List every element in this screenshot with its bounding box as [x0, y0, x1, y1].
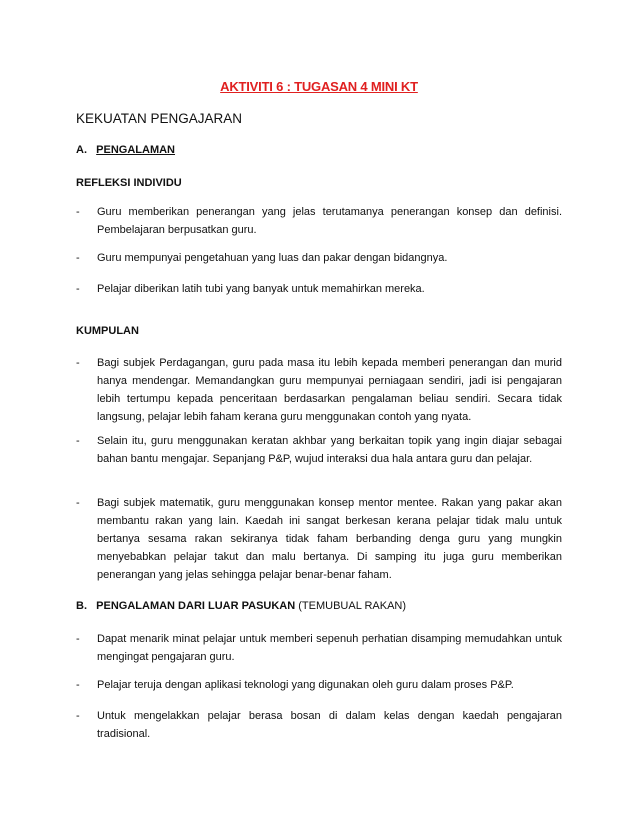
kumpulan-item-text: Bagi subjek Perdagangan, guru pada masa itu lebih kepada memberi penerangan dan murid hanya mendengar. Memandangkan guru mempunyai perniagaan sendiri, jadi isi pengajaran lebih tertumpu kepada penceritaan berdasarkan pengalaman beliau sendiri. Secara tidak langsung, pelajar lebih faham kerana guru menggunakan contoh yang nyata. — [97, 357, 562, 423]
bullet-dash: - — [76, 252, 80, 264]
individu-item-text: Pelajar diberikan latih tubi yang banyak untuk memahirkan mereka. — [97, 283, 425, 295]
section-a-letter: A. — [76, 144, 87, 156]
individu-item-text: Guru mempunyai pengetahuan yang luas dan pakar dengan bidangnya. — [97, 252, 448, 264]
document-title: AKTIVITI 6 : TUGASAN 4 MINI KT — [220, 79, 418, 94]
section-a-title: PENGALAMAN — [96, 144, 176, 156]
section-b-item-2 — [76, 676, 562, 694]
bullet-dash: - — [76, 357, 80, 369]
section-b-item-text: Dapat menarik minat pelajar untuk memberi sepenuh perhatian disamping memudahkan untuk mengingat pengajaran guru. — [97, 633, 562, 663]
bullet-dash: - — [76, 710, 80, 722]
bullet-dash: - — [76, 283, 80, 295]
section-b-letter: B. — [76, 600, 87, 612]
kumpulan-item-text: Bagi subjek matematik, guru menggunakan konsep mentor mentee. Rakan yang pakar akan membantu rakan yang lain. Kaedah ini sangat berkesan kerana pelajar tidak malu untuk bertanya sesama rakan sekiranya tidak faham berbanding denga guru yang mungkin menyebabkan pelajar takut dan malu bertanya. Di samping itu juga guru memberikan penerangan yang jelas sehingga pelajar benar-benar faham. — [97, 497, 562, 581]
individu-item-text: Guru memberikan penerangan yang jelas terutamanya penerangan konsep dan definisi. Pembelajaran berpusatkan guru. — [97, 206, 562, 236]
section-b-item-3 — [76, 707, 562, 743]
section-b-item-text: Pelajar teruja dengan aplikasi teknologi yang digunakan oleh guru dalam proses P&P. — [97, 679, 514, 691]
section-b-heading — [76, 600, 406, 612]
kumpulan-item-3 — [76, 494, 562, 584]
bullet-dash: - — [76, 206, 80, 218]
kumpulan-item-text: Selain itu, guru menggunakan keratan akhbar yang berkaitan topik yang ingin diajar sebagai bahan bantu mengajar. Sepanjang P&P, wujud interaksi dua hala antara guru dan pelajar. — [97, 435, 562, 465]
section-b-item-text: Untuk mengelakkan pelajar berasa bosan di dalam kelas dengan kaedah pengajaran tradisional. — [97, 710, 562, 740]
bullet-dash: - — [76, 633, 80, 645]
individu-item-3 — [76, 280, 562, 298]
section-a-heading — [76, 144, 175, 156]
individu-item-2 — [76, 249, 562, 267]
bullet-dash: - — [76, 679, 80, 691]
kumpulan-item-2 — [76, 432, 562, 468]
main-heading: KEKUATAN PENGAJARAN — [76, 111, 243, 126]
section-b-item-1 — [76, 630, 562, 666]
section-b-title: PENGALAMAN DARI LUAR PASUKAN — [96, 600, 296, 612]
bullet-dash: - — [76, 497, 80, 509]
refleksi-individu-heading: REFLEKSI INDIVIDU — [76, 177, 182, 189]
kumpulan-heading: KUMPULAN — [76, 325, 139, 337]
individu-item-1 — [76, 203, 562, 239]
bullet-dash: - — [76, 435, 80, 447]
kumpulan-item-1 — [76, 354, 562, 426]
section-b-subtitle: (TEMUBUAL RAKAN) — [298, 600, 407, 612]
